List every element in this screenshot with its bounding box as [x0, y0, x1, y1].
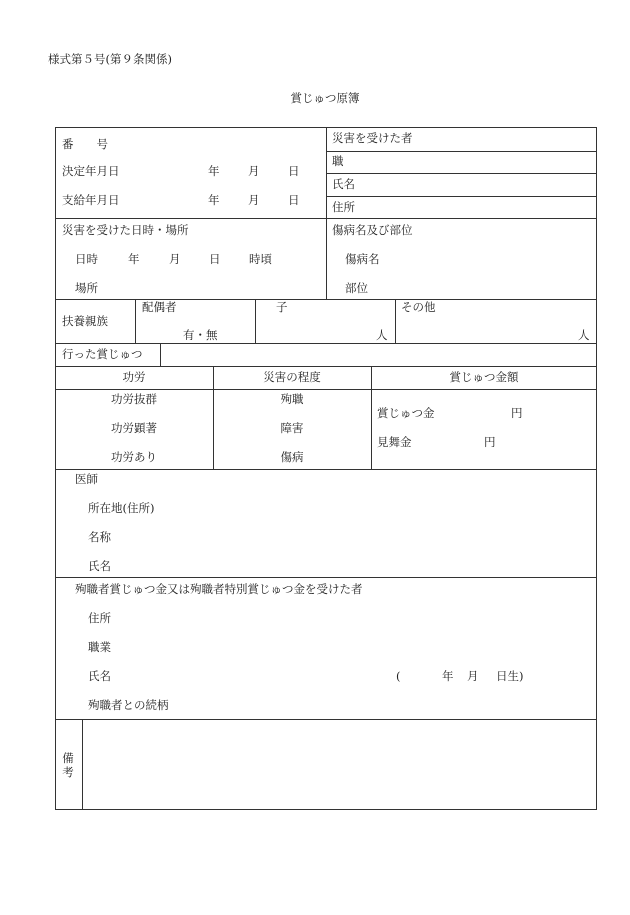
divider [326, 173, 596, 174]
table-header-damage: 災害の程度 [263, 370, 321, 384]
divider [55, 719, 597, 720]
injury-name-label: 傷病名 [345, 252, 380, 266]
divider [255, 299, 256, 343]
recipient-address-label: 住所 [88, 611, 111, 625]
children-unit: 人 [376, 328, 388, 342]
injury-label: 傷病名及び部位 [332, 223, 413, 237]
physician-facility-label: 名称 [88, 530, 111, 544]
divider [213, 366, 214, 469]
number-label: 番 号 [62, 137, 108, 151]
birth-paren-open: ( [396, 669, 401, 683]
others-label: その他 [401, 300, 436, 314]
divider [55, 389, 597, 390]
divider [395, 299, 396, 343]
victim-address-label: 住所 [332, 200, 355, 214]
birth-month-label: 月 [467, 669, 479, 683]
decision-date-label: 決定年月日 [62, 164, 120, 178]
page-title: 賞じゅつ原簿 [290, 91, 360, 105]
incident-place-label: 場所 [75, 281, 98, 295]
form-number: 様式第５号(第９条関係) [48, 52, 172, 66]
physician-name-label: 氏名 [88, 559, 111, 573]
spouse-label: 配偶者 [142, 300, 177, 314]
sympathy-amount-label: 見舞金 [377, 435, 412, 449]
divider [326, 196, 596, 197]
divider [55, 299, 597, 300]
birth-year-label: 年 [442, 669, 454, 683]
divider [55, 366, 597, 367]
table-header-amount: 賞じゅつ金額 [449, 370, 519, 384]
year-label: 年 [208, 164, 220, 178]
divider [160, 343, 161, 366]
dependents-label: 扶養親族 [62, 314, 108, 328]
victim-name-label: 氏名 [332, 177, 355, 191]
recipient-occupation-label: 職業 [88, 640, 111, 654]
victim-label: 災害を受けた者 [332, 131, 413, 145]
divider [55, 577, 597, 578]
injury-part-label: 部位 [345, 281, 368, 295]
month-label: 月 [248, 193, 260, 207]
spouse-value: 有・無 [183, 328, 218, 342]
yen-label: 円 [511, 406, 523, 420]
recipient-name-label: 氏名 [88, 669, 111, 683]
incident-label: 災害を受けた日時・場所 [62, 223, 189, 237]
divider [326, 151, 596, 152]
day-label: 日 [288, 193, 300, 207]
award-given-label: 行った賞じゅつ [62, 347, 143, 361]
merit-item: 功労あり [111, 450, 157, 464]
divider [135, 299, 136, 343]
divider [55, 343, 597, 344]
damage-item: 殉職 [280, 392, 304, 406]
merit-item: 功労顕著 [111, 421, 157, 435]
relation-label: 殉職者との続柄 [88, 698, 169, 712]
incident-day: 日 [209, 252, 221, 266]
physician-location-label: 所在地(住所) [88, 501, 155, 515]
physician-label: 医師 [75, 472, 98, 486]
damage-item: 傷病 [280, 450, 304, 464]
payment-date-label: 支給年月日 [62, 193, 120, 207]
divider [371, 366, 372, 469]
birth-day-label: 日生) [496, 669, 524, 683]
damage-item: 障害 [280, 421, 304, 435]
divider [55, 469, 597, 470]
incident-year: 年 [128, 252, 140, 266]
divider [82, 719, 83, 810]
recipient-label: 殉職者賞じゅつ金又は殉職者特別賞じゅつ金を受けた者 [75, 582, 363, 596]
merit-item: 功労抜群 [111, 392, 157, 406]
incident-datetime-label: 日時 [75, 252, 98, 266]
year-label: 年 [208, 193, 220, 207]
incident-month: 月 [169, 252, 181, 266]
day-label: 日 [288, 164, 300, 178]
divider [326, 127, 327, 299]
month-label: 月 [248, 164, 260, 178]
incident-time: 時頃 [249, 252, 272, 266]
others-unit: 人 [578, 328, 590, 342]
table-header-merit: 功労 [122, 370, 146, 384]
remarks-label: 備考 [62, 751, 74, 779]
yen-label: 円 [484, 435, 496, 449]
occupation-label: 職 [332, 154, 344, 168]
children-label: 子 [276, 300, 288, 314]
award-amount-label: 賞じゅつ金 [377, 406, 435, 420]
